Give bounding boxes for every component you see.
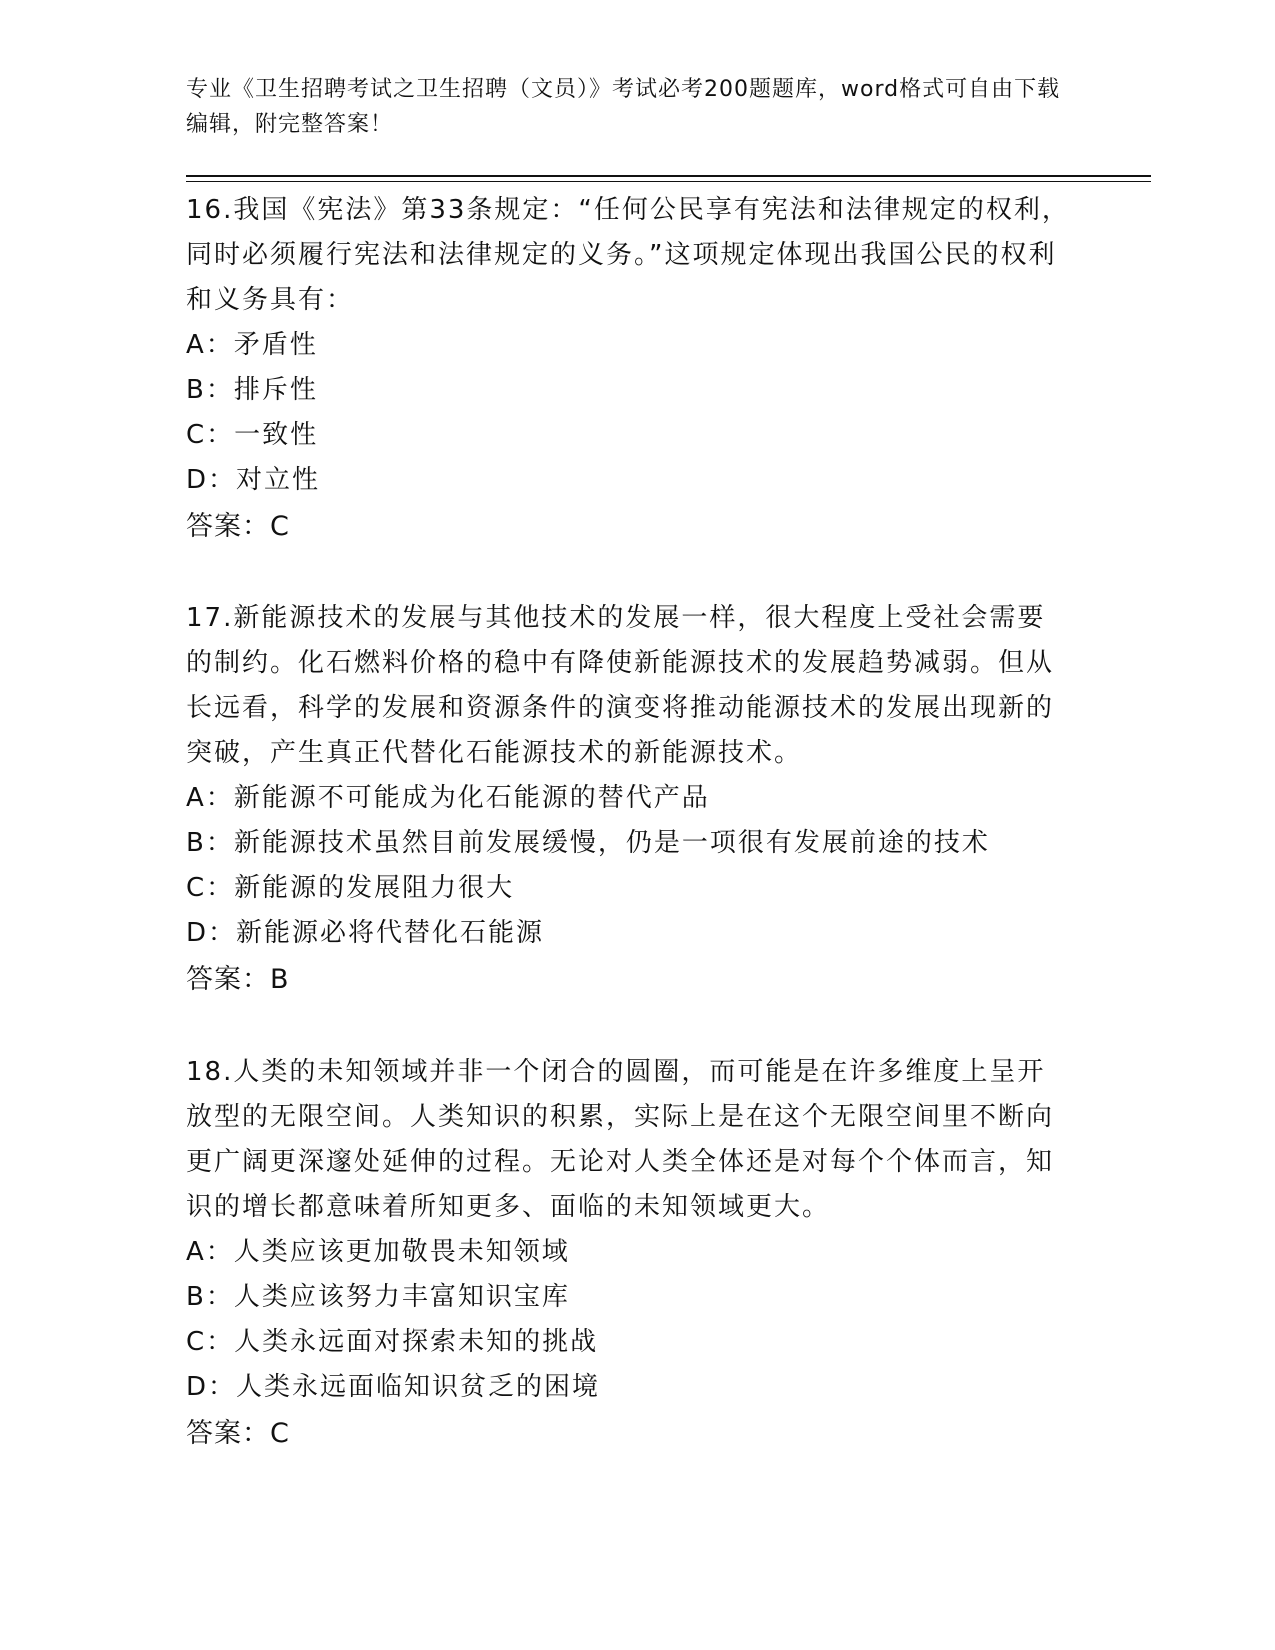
option-a: A：人类应该更加敬畏未知领域 <box>186 1237 570 1267</box>
question-stem: 18.人类的未知领域并非一个闭合的圆圈，而可能是在许多维度上呈开放型的无限空间。人类知识的积累，实际上是在这个无限空间里不断向更广阔更深邃处延伸的过程。无论对人类全体还是对每个个体而言，知识的增长都意味着所知更多、面临的未知领域更大。 <box>186 1057 1055 1222</box>
option-c: C：人类永远面对探索未知的挑战 <box>186 1327 599 1357</box>
option-b: B：新能源技术虽然目前发展缓慢，仍是一项很有发展前途的技术 <box>186 828 990 858</box>
answer-line: 答案：C <box>186 511 290 542</box>
option-a: A：矛盾性 <box>186 330 318 360</box>
option-b: B：人类应该努力丰富知识宝库 <box>186 1282 570 1312</box>
option-c: C：一致性 <box>186 420 319 450</box>
answer-line: 答案：B <box>186 964 290 995</box>
question-18 <box>186 1050 1071 1458</box>
option-d: D：人类永远面临知识贫乏的困境 <box>186 1372 601 1402</box>
option-d: D：对立性 <box>186 465 321 495</box>
option-a: A：新能源不可能成为化石能源的替代产品 <box>186 783 710 813</box>
answer-line: 答案：C <box>186 1418 290 1449</box>
option-d: D：新能源必将代替化石能源 <box>186 918 545 948</box>
header-divider-thin <box>186 181 1151 182</box>
question-stem: 17.新能源技术的发展与其他技术的发展一样，很大程度上受社会需要的制约。化石燃料价格的稳中有降使新能源技术的发展趋势减弱。但从长远看，科学的发展和资源条件的演变将推动能源技术的发展出现新的突破，产生真正代替化石能源技术的新能源技术。 <box>186 603 1055 768</box>
question-17 <box>186 596 1071 1004</box>
document-header: 专业《卫生招聘考试之卫生招聘（文员）》考试必考200题题库，word格式可自由下载编辑，附完整答案！ <box>186 77 1061 137</box>
question-16 <box>186 188 1071 551</box>
option-c: C：新能源的发展阻力很大 <box>186 873 515 903</box>
question-stem: 16.我国《宪法》第33条规定：“任何公民享有宪法和法律规定的权利，同时必须履行宪法和法律规定的义务。”这项规定体现出我国公民的权利和义务具有： <box>186 195 1070 315</box>
option-b: B：排斥性 <box>186 375 318 405</box>
header-divider-thick <box>186 175 1151 177</box>
